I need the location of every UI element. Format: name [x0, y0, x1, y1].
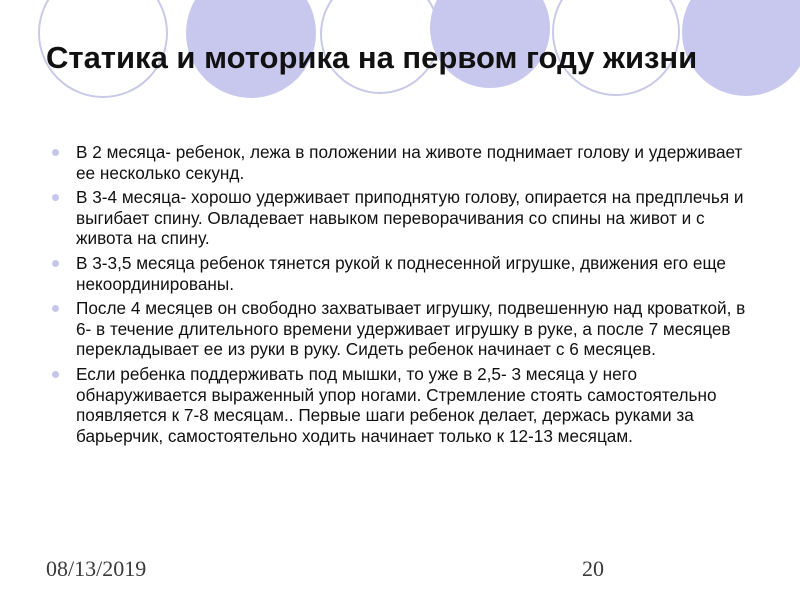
- bullet-text: В 3-4 месяца- хорошо удерживает приподнятую голову, опирается на предплечья и выгибает спину. Овладевает навыком переворачивания со спины на живот и с живота на спину.: [76, 187, 744, 249]
- bullet-text: В 2 месяца- ребенок, лежа в положении на животе поднимает голову и удерживает ее несколько секунд.: [76, 142, 743, 183]
- bullet-list: [50, 142, 750, 450]
- bullet-item: [50, 298, 750, 360]
- bullet-text: Если ребенка поддерживать под мышки, то уже в 2,5- 3 месяца у него обнаруживается выраженный упор ногами. Стремление стоять самостоятельно появляется к 7-8 месяцам.. Первые шаги ребенок делает, держась руками за барьерчик, самостоятельно ходить начинает только к 12-13 месяцам.: [76, 363, 717, 446]
- slide-title: Статика и моторика на первом году жизни: [46, 40, 698, 75]
- footer-page-number: 20: [582, 556, 604, 581]
- bullet-icon: [52, 371, 59, 378]
- bullet-item: [50, 253, 750, 294]
- bullet-item: [50, 187, 750, 249]
- footer-date: 08/13/2019: [46, 556, 147, 581]
- bullet-icon: [52, 194, 59, 201]
- bullet-text: После 4 месяцев он свободно захватывает игрушку, подвешенную над кроваткой, в 6- в течение длительного времени удерживает игрушку в руке, а после 7 месяцев перекладывает ее из руки в руку. Сидеть ребенок начинает с 6 месяцев.: [76, 298, 746, 360]
- bullet-text: В 3-3,5 месяца ребенок тянется рукой к поднесенной игрушке, движения его еще некоординированы.: [76, 252, 726, 294]
- bullet-icon: [52, 260, 59, 267]
- bullet-item: [50, 142, 750, 183]
- bullet-icon: [52, 305, 59, 312]
- bullet-icon: [52, 149, 59, 156]
- bullet-item: [50, 364, 750, 446]
